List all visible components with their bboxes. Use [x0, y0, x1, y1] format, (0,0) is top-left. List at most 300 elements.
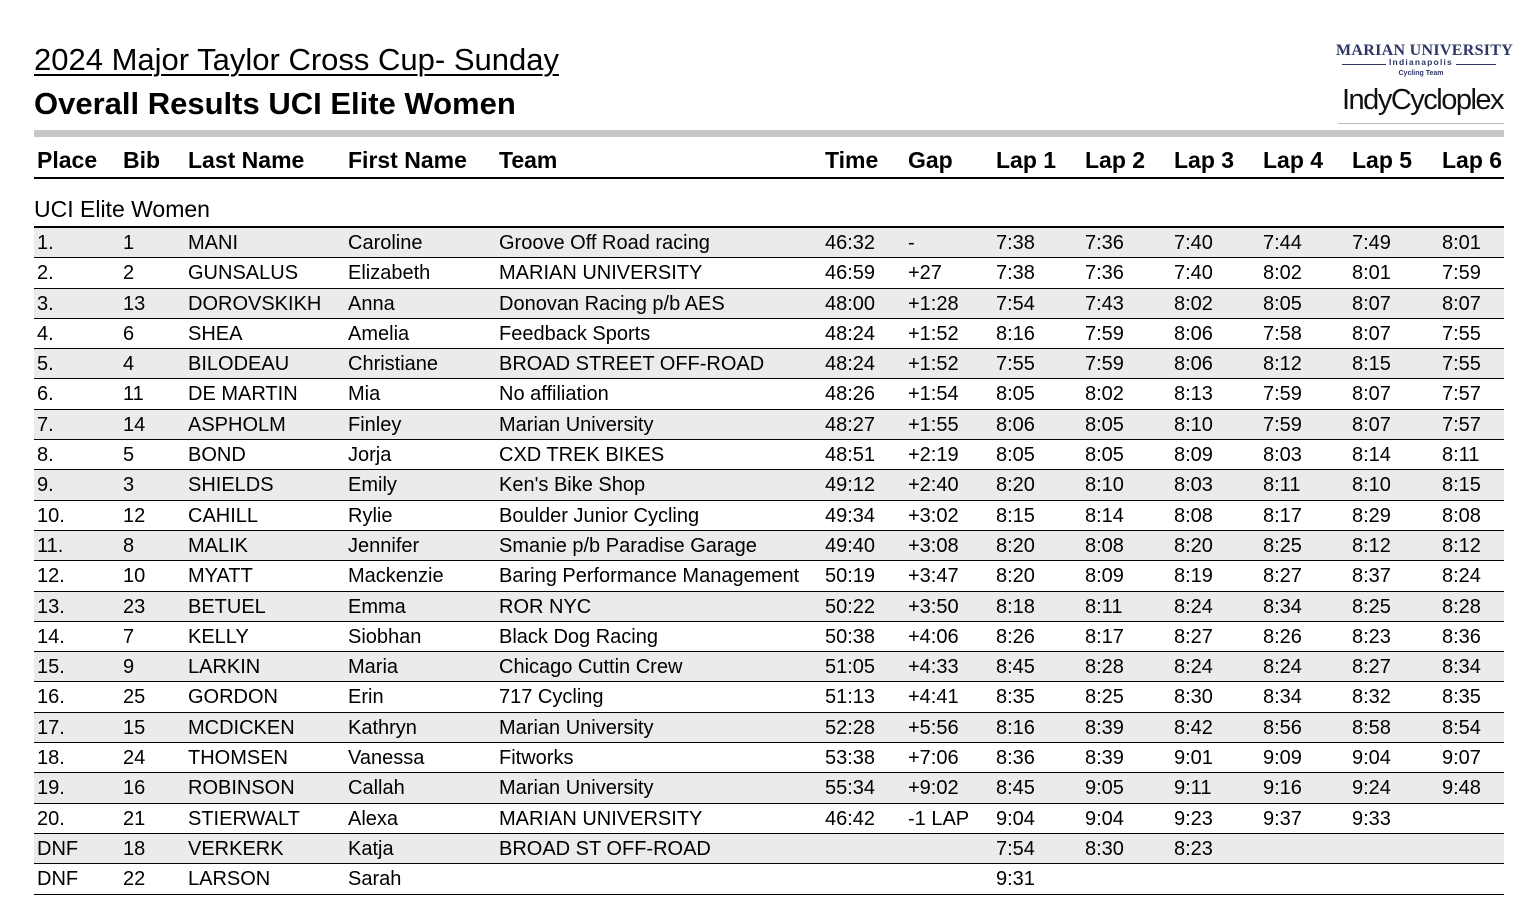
cell-lap-1: 8:35	[996, 686, 1035, 709]
cell-lap-4: 7:58	[1263, 322, 1302, 345]
cell-lap-3: 8:06	[1174, 353, 1213, 376]
cell-bib: 6	[123, 322, 135, 345]
cell-lap-1: 8:15	[996, 504, 1035, 527]
cell-bib: 21	[123, 807, 146, 830]
cell-lap-2: 9:04	[1085, 807, 1124, 830]
document-title: 2024 Major Taylor Cross Cup- Sunday	[34, 42, 559, 77]
cell-team: Feedback Sports	[499, 322, 651, 345]
cell-gap: +4:06	[908, 625, 959, 648]
cell-lap-5: 8:32	[1352, 686, 1391, 709]
cell-gap: +7:06	[908, 747, 959, 770]
table-row	[34, 470, 1504, 500]
cell-first-name: Jennifer	[348, 534, 420, 557]
table-row	[34, 652, 1504, 682]
cell-gap: +2:19	[908, 444, 959, 467]
cell-time: 49:12	[825, 474, 876, 497]
cell-lap-4: 8:27	[1263, 565, 1302, 588]
cell-bib: 23	[123, 595, 146, 618]
cell-place: 13.	[37, 595, 65, 618]
cell-first-name: Christiane	[348, 353, 439, 376]
cell-lap-6: 7:59	[1442, 262, 1481, 285]
cell-bib: 14	[123, 413, 146, 436]
cell-bib: 18	[123, 837, 146, 860]
cell-time: 48:26	[825, 383, 876, 406]
cell-lap-1: 8:20	[996, 565, 1035, 588]
cell-lap-2: 8:17	[1085, 625, 1124, 648]
table-row	[34, 561, 1504, 591]
cell-first-name: Kathryn	[348, 716, 417, 739]
cell-bib: 7	[123, 625, 135, 648]
cell-lap-6: 8:34	[1442, 656, 1481, 679]
cell-last-name: VERKERK	[188, 837, 284, 860]
table-row	[34, 501, 1504, 531]
cell-gap: +1:52	[908, 353, 959, 376]
cell-lap-6: 8:01	[1442, 232, 1481, 254]
cell-place: 8.	[37, 444, 54, 467]
cell-lap-5: 8:29	[1352, 504, 1391, 527]
cell-first-name: Katja	[348, 837, 394, 860]
cell-lap-4: 7:59	[1263, 413, 1302, 436]
cell-first-name: Amelia	[348, 322, 410, 345]
cell-first-name: Mackenzie	[348, 565, 444, 588]
document-subtitle: Overall Results UCI Elite Women	[34, 86, 516, 121]
cell-lap-4: 8:34	[1263, 686, 1302, 709]
cell-lap-6: 8:36	[1442, 625, 1481, 648]
cell-gap: -	[908, 232, 915, 254]
cell-lap-2: 8:05	[1085, 413, 1124, 436]
header-bib: Bib	[123, 147, 161, 173]
header-lap-1: Lap 1	[996, 147, 1057, 173]
cell-gap: +1:52	[908, 322, 959, 345]
cell-lap-3: 8:27	[1174, 625, 1213, 648]
header-lap-3: Lap 3	[1174, 147, 1235, 173]
cell-lap-2: 7:36	[1085, 262, 1124, 285]
cell-time: 49:40	[825, 534, 876, 557]
table-row	[34, 319, 1504, 349]
cell-last-name: LARKIN	[188, 656, 261, 679]
cell-lap-2: 8:28	[1085, 656, 1124, 679]
cell-lap-2: 8:09	[1085, 565, 1124, 588]
cell-first-name: Alexa	[348, 807, 399, 830]
cell-place: 18.	[37, 747, 65, 770]
cell-lap-4: 9:09	[1263, 747, 1302, 770]
cell-last-name: MYATT	[188, 565, 253, 588]
cell-lap-1: 8:05	[996, 383, 1035, 406]
cell-last-name: MCDICKEN	[188, 716, 295, 739]
cell-team: Groove Off Road racing	[499, 232, 710, 254]
cell-last-name: ROBINSON	[188, 777, 295, 800]
cell-place: 6.	[37, 383, 54, 406]
cell-lap-6: 7:57	[1442, 383, 1481, 406]
cell-lap-1: 7:38	[996, 232, 1035, 254]
cell-lap-2: 7:59	[1085, 353, 1124, 376]
cell-place: 10.	[37, 504, 65, 527]
cell-place: 15.	[37, 656, 65, 679]
cell-last-name: CAHILL	[188, 504, 259, 527]
cell-lap-6: 8:35	[1442, 686, 1481, 709]
cell-lap-2: 8:30	[1085, 837, 1124, 860]
cell-lap-1: 8:20	[996, 474, 1035, 497]
cell-last-name: SHIELDS	[188, 474, 274, 497]
cell-last-name: DOROVSKIKH	[188, 292, 322, 315]
header-time: Time	[825, 147, 879, 173]
cell-lap-4: 8:05	[1263, 292, 1302, 315]
cell-lap-5: 9:04	[1352, 747, 1391, 770]
cell-gap: +4:33	[908, 656, 959, 679]
cell-gap: +9:02	[908, 777, 959, 800]
logo-city-text: Indianapolis	[1389, 57, 1453, 67]
cell-team: ROR NYC	[499, 595, 592, 618]
cell-gap: -1 LAP	[908, 807, 970, 830]
cell-team: Boulder Junior Cycling	[499, 504, 700, 527]
cell-lap-3: 8:13	[1174, 383, 1213, 406]
cell-lap-5: 9:24	[1352, 777, 1391, 800]
cell-lap-3: 8:42	[1174, 716, 1213, 739]
cell-bib: 22	[123, 868, 146, 891]
cell-lap-3: 8:19	[1174, 565, 1213, 588]
table-row	[34, 804, 1504, 834]
cell-lap-2: 8:02	[1085, 383, 1124, 406]
cell-lap-6: 7:55	[1442, 322, 1481, 345]
cell-lap-5: 8:37	[1352, 565, 1391, 588]
cell-lap-1: 9:31	[996, 868, 1035, 891]
logo-university-text: MARIAN UNIVERSITY	[1336, 42, 1514, 59]
cell-bib: 10	[123, 565, 146, 588]
cell-lap-5: 8:12	[1352, 534, 1391, 557]
cell-lap-1: 8:36	[996, 747, 1035, 770]
cell-place: 12.	[37, 565, 65, 588]
cell-gap: +3:08	[908, 534, 959, 557]
table-row	[34, 228, 1504, 258]
header-lap-5: Lap 5	[1352, 147, 1413, 173]
header-divider	[34, 130, 1504, 137]
cell-lap-6: 9:48	[1442, 777, 1481, 800]
cell-gap: +3:47	[908, 565, 959, 588]
table-row	[34, 592, 1504, 622]
cell-last-name: LARSON	[188, 868, 271, 891]
cell-lap-4: 8:24	[1263, 656, 1302, 679]
cell-first-name: Finley	[348, 413, 402, 436]
cell-lap-3: 8:02	[1174, 292, 1213, 315]
cell-team: Ken's Bike Shop	[499, 474, 646, 497]
cell-time: 55:34	[825, 777, 876, 800]
cell-lap-1: 8:16	[996, 716, 1035, 739]
cell-lap-4: 8:34	[1263, 595, 1302, 618]
cell-place: 19.	[37, 777, 65, 800]
cell-time: 51:05	[825, 656, 876, 679]
cell-last-name: MANI	[188, 232, 238, 254]
cell-bib: 3	[123, 474, 135, 497]
cell-lap-6: 8:08	[1442, 504, 1481, 527]
cell-last-name: MALIK	[188, 534, 249, 557]
cell-gap: +1:54	[908, 383, 959, 406]
cell-team: Black Dog Racing	[499, 625, 658, 648]
cell-first-name: Callah	[348, 777, 405, 800]
cell-lap-1: 8:26	[996, 625, 1035, 648]
cell-lap-1: 9:04	[996, 807, 1035, 830]
table-row	[34, 289, 1504, 319]
cell-time: 50:38	[825, 625, 876, 648]
cell-lap-3: 7:40	[1174, 262, 1213, 285]
cell-lap-1: 8:45	[996, 656, 1035, 679]
cell-team: MARIAN UNIVERSITY	[499, 262, 703, 285]
cell-lap-4: 7:59	[1263, 383, 1302, 406]
cell-lap-2: 9:05	[1085, 777, 1124, 800]
cell-lap-2: 8:39	[1085, 716, 1124, 739]
cell-first-name: Erin	[348, 686, 384, 709]
cell-gap: +5:56	[908, 716, 959, 739]
cell-bib: 13	[123, 292, 146, 315]
table-row	[34, 864, 1504, 894]
cell-last-name: GUNSALUS	[188, 262, 299, 285]
cell-team: Baring Performance Management	[499, 565, 800, 588]
cell-lap-2: 8:10	[1085, 474, 1124, 497]
cell-last-name: STIERWALT	[188, 807, 300, 830]
cell-first-name: Emma	[348, 595, 406, 618]
table-row	[34, 682, 1504, 712]
cell-lap-5: 8:07	[1352, 292, 1391, 315]
cell-lap-1: 7:54	[996, 837, 1035, 860]
cell-time: 53:38	[825, 747, 876, 770]
cell-lap-5: 8:27	[1352, 656, 1391, 679]
cell-lap-4: 7:44	[1263, 232, 1302, 254]
cell-lap-1: 8:05	[996, 444, 1035, 467]
cell-bib: 2	[123, 262, 135, 285]
cell-place: 16.	[37, 686, 65, 709]
cell-first-name: Maria	[348, 656, 399, 679]
cell-lap-4: 8:56	[1263, 716, 1302, 739]
cell-time: 49:34	[825, 504, 876, 527]
cell-lap-5: 8:15	[1352, 353, 1391, 376]
header-lap-6: Lap 6	[1442, 147, 1503, 173]
cell-lap-3: 7:40	[1174, 232, 1213, 254]
cell-lap-3: 8:06	[1174, 322, 1213, 345]
cell-team: Marian University	[499, 777, 654, 800]
cell-lap-3: 8:24	[1174, 595, 1213, 618]
cell-first-name: Siobhan	[348, 625, 422, 648]
header-lap-2: Lap 2	[1085, 147, 1146, 173]
cell-first-name: Elizabeth	[348, 262, 431, 285]
cell-bib: 25	[123, 686, 146, 709]
cell-lap-6: 8:07	[1442, 292, 1481, 315]
cell-lap-2: 8:05	[1085, 444, 1124, 467]
cell-lap-3: 8:24	[1174, 656, 1213, 679]
cell-lap-3: 8:30	[1174, 686, 1213, 709]
cell-team: Marian University	[499, 716, 654, 739]
cell-gap: +4:41	[908, 686, 959, 709]
cell-time: 48:51	[825, 444, 876, 467]
cell-time: 46:32	[825, 232, 876, 254]
cell-team: BROAD STREET OFF-ROAD	[499, 353, 765, 376]
cell-lap-3: 8:09	[1174, 444, 1213, 467]
cell-lap-1: 7:54	[996, 292, 1035, 315]
cell-lap-6: 8:12	[1442, 534, 1481, 557]
cell-last-name: KELLY	[188, 625, 249, 648]
cell-place: 11.	[37, 534, 64, 557]
cell-lap-2: 7:43	[1085, 292, 1124, 315]
cell-time: 48:24	[825, 353, 876, 376]
cell-lap-3: 8:10	[1174, 413, 1213, 436]
cell-time: 48:27	[825, 413, 876, 436]
table-row	[34, 622, 1504, 652]
cell-team: MARIAN UNIVERSITY	[499, 807, 703, 830]
cell-lap-1: 8:06	[996, 413, 1035, 436]
cell-lap-2: 7:36	[1085, 232, 1124, 254]
sponsor-logo	[1336, 40, 1514, 128]
cell-lap-5: 8:58	[1352, 716, 1391, 739]
cell-team: CXD TREK BIKES	[499, 444, 665, 467]
cell-first-name: Emily	[348, 474, 397, 497]
cell-place: 2.	[37, 262, 54, 285]
cell-place: 17.	[37, 716, 65, 739]
cell-lap-2: 7:59	[1085, 322, 1124, 345]
cell-lap-5: 8:07	[1352, 383, 1391, 406]
cell-bib: 12	[123, 504, 146, 527]
cell-lap-3: 8:23	[1174, 837, 1213, 860]
cell-lap-6: 7:57	[1442, 413, 1481, 436]
logo-bottom-rule	[1338, 123, 1504, 124]
cell-lap-1: 7:55	[996, 353, 1035, 376]
cell-last-name: THOMSEN	[188, 747, 288, 770]
cell-place: 7.	[37, 413, 54, 436]
cell-lap-1: 7:38	[996, 262, 1035, 285]
logo-team-text: Cycling Team	[1398, 70, 1444, 77]
table-row	[34, 531, 1504, 561]
table-row	[34, 258, 1504, 288]
cell-lap-3: 9:01	[1174, 747, 1213, 770]
table-row	[34, 834, 1504, 864]
cell-time: 50:22	[825, 595, 876, 618]
table-row	[34, 379, 1504, 409]
table-row	[34, 773, 1504, 803]
cell-lap-4: 8:12	[1263, 353, 1302, 376]
header-team: Team	[499, 147, 558, 173]
header-place: Place	[37, 147, 98, 173]
cell-team: Fitworks	[499, 747, 574, 770]
cell-lap-2: 8:39	[1085, 747, 1124, 770]
cell-bib: 9	[123, 656, 135, 679]
cell-time: 48:00	[825, 292, 876, 315]
cell-team: Chicago Cuttin Crew	[499, 656, 683, 679]
cell-lap-6: 9:07	[1442, 747, 1481, 770]
cell-first-name: Mia	[348, 383, 381, 406]
cell-time: 46:59	[825, 262, 876, 285]
cell-lap-6: 8:54	[1442, 716, 1481, 739]
cell-place: 1.	[37, 232, 54, 254]
table-row	[34, 440, 1504, 470]
cell-lap-4: 8:25	[1263, 534, 1302, 557]
cell-time: 48:24	[825, 322, 876, 345]
cell-lap-5: 8:23	[1352, 625, 1391, 648]
cell-place: DNF	[37, 837, 79, 860]
cell-time: 50:19	[825, 565, 876, 588]
cell-lap-4: 8:26	[1263, 625, 1302, 648]
cell-lap-3: 8:03	[1174, 474, 1213, 497]
cell-lap-4: 9:37	[1263, 807, 1302, 830]
cell-gap: +3:02	[908, 504, 959, 527]
cell-lap-4: 8:02	[1263, 262, 1302, 285]
cell-lap-6: 8:24	[1442, 565, 1481, 588]
cell-gap: +3:50	[908, 595, 959, 618]
cell-bib: 16	[123, 777, 146, 800]
cell-lap-4: 8:17	[1263, 504, 1302, 527]
cell-bib: 5	[123, 444, 135, 467]
cell-team: Donovan Racing p/b AES	[499, 292, 725, 315]
cell-lap-1: 8:45	[996, 777, 1035, 800]
logo-brand-text: IndyCycloplex	[1342, 84, 1504, 116]
cell-team: No affiliation	[499, 383, 609, 406]
cell-lap-2: 8:11	[1085, 595, 1123, 618]
cell-lap-5: 8:07	[1352, 322, 1391, 345]
cell-place: 20.	[37, 807, 65, 830]
cell-lap-5: 8:07	[1352, 413, 1391, 436]
section-title: UCI Elite Women	[34, 196, 210, 222]
cell-lap-5: 8:14	[1352, 444, 1391, 467]
cell-bib: 8	[123, 534, 135, 557]
cell-first-name: Anna	[348, 292, 395, 315]
header-lap-4: Lap 4	[1263, 147, 1324, 173]
cell-gap: +1:28	[908, 292, 959, 315]
cell-bib: 4	[123, 353, 135, 376]
cell-last-name: DE MARTIN	[188, 383, 298, 406]
header-last-name: Last Name	[188, 147, 305, 173]
cell-last-name: SHEA	[188, 322, 243, 345]
cell-bib: 24	[123, 747, 146, 770]
cell-team: Marian University	[499, 413, 654, 436]
cell-place: 5.	[37, 353, 54, 376]
cell-lap-5: 8:25	[1352, 595, 1391, 618]
cell-lap-6: 8:28	[1442, 595, 1481, 618]
table-row	[34, 743, 1504, 773]
cell-lap-6: 8:15	[1442, 474, 1481, 497]
table-row	[34, 349, 1504, 379]
cell-lap-5: 8:10	[1352, 474, 1391, 497]
header-gap: Gap	[908, 147, 953, 173]
cell-gap: +1:55	[908, 413, 959, 436]
table-header	[34, 137, 1504, 179]
cell-first-name: Sarah	[348, 868, 402, 891]
cell-lap-4: 8:11	[1263, 474, 1301, 497]
cell-first-name: Jorja	[348, 444, 392, 467]
cell-lap-2: 8:08	[1085, 534, 1124, 557]
cell-place: 3.	[37, 292, 54, 315]
cell-lap-3: 9:11	[1174, 777, 1212, 800]
cell-bib: 11	[123, 383, 144, 406]
cell-first-name: Rylie	[348, 504, 393, 527]
cell-place: 4.	[37, 322, 54, 345]
cell-last-name: GORDON	[188, 686, 278, 709]
cell-time: 46:42	[825, 807, 876, 830]
cell-bib: 15	[123, 716, 146, 739]
cell-lap-1: 8:20	[996, 534, 1035, 557]
cell-lap-3: 8:20	[1174, 534, 1213, 557]
cell-lap-1: 8:16	[996, 322, 1035, 345]
cell-lap-2: 8:25	[1085, 686, 1124, 709]
table-row	[34, 410, 1504, 440]
results-table	[34, 228, 1504, 895]
cell-team: 717 Cycling	[499, 686, 604, 709]
cell-team: BROAD ST OFF-ROAD	[499, 837, 711, 860]
cell-place: DNF	[37, 868, 79, 891]
table-row	[34, 713, 1504, 743]
cell-last-name: BILODEAU	[188, 353, 290, 376]
header-first-name: First Name	[348, 147, 467, 173]
cell-gap: +2:40	[908, 474, 959, 497]
cell-first-name: Caroline	[348, 232, 423, 254]
cell-lap-4: 9:16	[1263, 777, 1302, 800]
cell-time: 52:28	[825, 716, 876, 739]
cell-lap-3: 8:08	[1174, 504, 1213, 527]
